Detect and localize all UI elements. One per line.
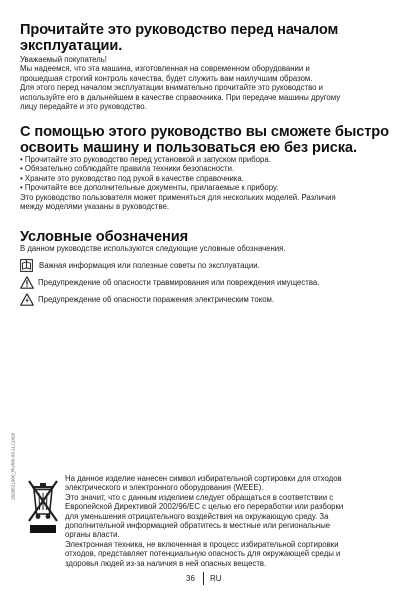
page-footer bbox=[0, 572, 420, 586]
symbol-warning-text: Предупреждение об опасности травмирования или повреждения имущества. bbox=[38, 277, 320, 287]
intro-paragraph bbox=[20, 55, 400, 111]
symbol-row-warning bbox=[20, 275, 319, 289]
symbol-electric-text: Предупреждение об опасности поражения электрическим током. bbox=[38, 294, 275, 304]
weee-line: Это значит, что с данным изделием следует обращаться в соответствии с bbox=[65, 492, 334, 502]
electric-warning-triangle-icon bbox=[20, 293, 34, 306]
symbols-intro bbox=[20, 244, 400, 253]
footer-divider bbox=[203, 572, 204, 585]
usage-line: Это руководство пользователя может применяться для нескольких моделей. Различия bbox=[20, 192, 336, 202]
weee-line: дополнительной информацией обратитесь в местные или региональные bbox=[65, 521, 331, 531]
symbol-row-info bbox=[20, 258, 260, 272]
warning-triangle-icon bbox=[20, 276, 34, 289]
weee-paragraph bbox=[65, 474, 405, 568]
symbol-row-electric bbox=[20, 292, 274, 306]
weee-line: электрического и электронного оборудования (WEEE). bbox=[65, 483, 264, 493]
intro-line: Уважаемый покупатель! bbox=[20, 55, 107, 64]
weee-line: Электронная техника, не включенная в процесс избирательной сортировки bbox=[65, 539, 339, 549]
usage-heading-line: освоить машину и пользоваться ею без риска. bbox=[20, 140, 357, 156]
intro-line: Мы надеемся, что эта машина, изготовленная на современном оборудовании и bbox=[20, 64, 310, 74]
intro-line: лицу передайте и это руководство. bbox=[20, 102, 147, 112]
usage-line: • Храните это руководство под рукой в качестве справочника. bbox=[20, 173, 244, 183]
intro-heading-line: эксплуатации. bbox=[20, 38, 123, 54]
document-code-text: 2820521900_RU/05-03-11.(1428 bbox=[10, 432, 16, 501]
intro-line: используйте его в дальнейшем в качестве справочника. При передаче машины другому bbox=[20, 92, 341, 102]
weee-line: отходов, представляет потенциальную опасность для окружающей среды и bbox=[65, 549, 341, 559]
intro-line: Для этого перед началом эксплуатации внимательно прочитайте это руководство и bbox=[20, 83, 323, 93]
weee-line: для уменьшения отрицательного воздействия на окружающую среду. За bbox=[65, 511, 329, 521]
intro-heading bbox=[20, 22, 400, 54]
weee-line: здоровья людей из-за наличия в ней опасных веществ. bbox=[65, 558, 267, 568]
symbols-intro-text: В данном руководстве используются следующие условные обозначения. bbox=[20, 244, 286, 253]
weee-line: На данное изделие нанесен символ избирательной сортировки для отходов bbox=[65, 474, 342, 483]
symbols-heading: Условные обозначения bbox=[20, 229, 189, 245]
usage-line: • Прочитайте все дополнительные документы, прилагаемые к прибору. bbox=[20, 183, 279, 193]
intro-line: прошедшая строгий контроль качества, будет служить вам наилучшим образом. bbox=[20, 73, 313, 83]
usage-heading-line: С помощью этого руководство вы сможете быстро bbox=[20, 124, 389, 140]
usage-heading bbox=[20, 124, 400, 156]
intro-heading-line: Прочитайте это руководство перед началом bbox=[20, 22, 339, 38]
usage-line: • Обязательно соблюдайте правила техники безопасности. bbox=[20, 164, 235, 174]
info-book-icon bbox=[20, 259, 33, 272]
weee-line: органы власти. bbox=[65, 530, 120, 540]
weee-line: Европейской Директивой 2002/96/EC с целью его переработки или разборки bbox=[65, 502, 344, 512]
page-number: 36 bbox=[186, 574, 195, 583]
usage-line: • Прочитайте это руководство перед установкой и запуском прибора. bbox=[20, 155, 271, 164]
language-code: RU bbox=[210, 574, 222, 583]
document-code bbox=[7, 420, 19, 520]
crossed-out-wheelie-bin-icon bbox=[26, 476, 60, 536]
usage-paragraph bbox=[20, 155, 400, 211]
usage-line: между моделями указаны в руководстве. bbox=[20, 202, 170, 212]
symbol-info-text: Важная информация или полезные советы по эксплуатации. bbox=[39, 260, 260, 270]
